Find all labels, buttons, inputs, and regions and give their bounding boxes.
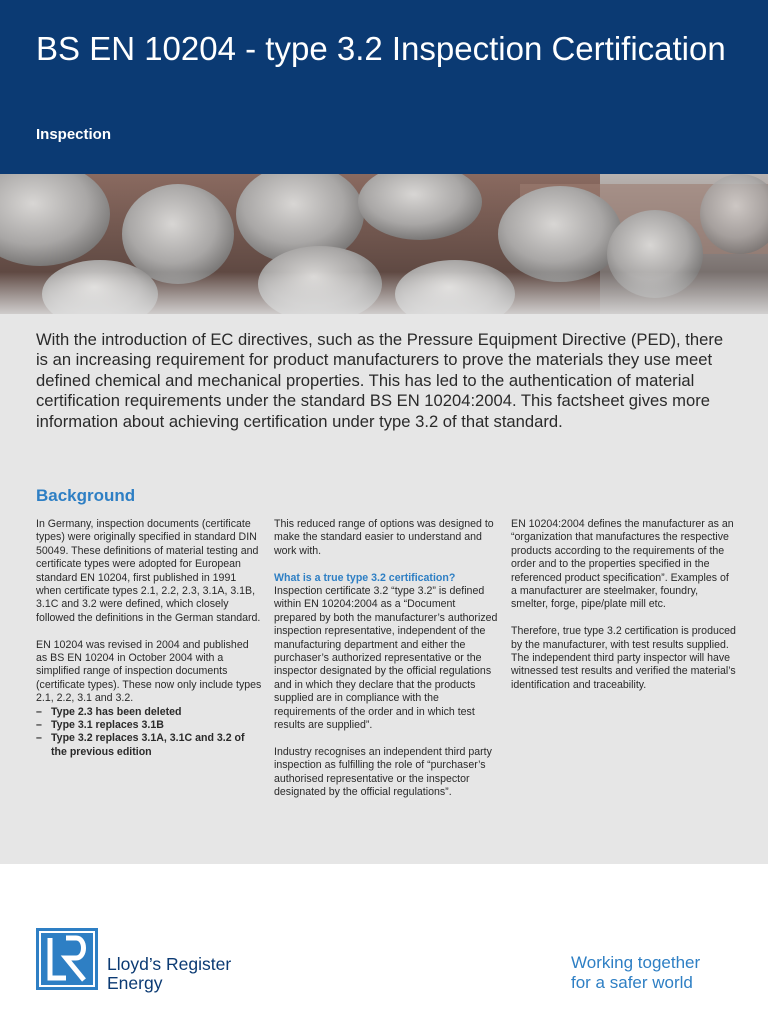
brand-name: Lloyd’s Register Energy (107, 954, 232, 993)
col1-paragraph-1: In Germany, inspection documents (certificate types) were originally specified in standard DIN 50049. These definitions of material testing and certificate types were adopted for European standard EN 10204, first published in 1991 when certificate types 2.1, 2.2, 2.3, 3.1A, 3.1B, 3.1C and 3.2 were defined, which closely followed the definitions in the German standard. (36, 518, 261, 624)
header-banner (0, 0, 768, 174)
type-32-question-heading: What is a true type 3.2 certification? (274, 571, 456, 584)
page-subtitle: Inspection (36, 126, 112, 143)
column-1 (36, 518, 262, 773)
list-item: – Type 3.1 replaces 3.1B (36, 719, 164, 732)
tagline: Working together for a safer world (571, 953, 701, 992)
footer (0, 864, 768, 1024)
col3-paragraph-1: EN 10204:2004 defines the manufacturer as an “organization that manufactures the respective products according to the requirements of the order and to the properties specified in the referenced product specification”. Examples of a manufacturer are steelmaker, foundry, smelter, forge, pipe/plate mill etc. (511, 518, 734, 611)
intro-paragraph: With the introduction of EC directives, such as the Pressure Equipment Directive (PED), there is an increasing requirement for product manufacturers to prove the materials they use meet defined chemical and mechanical properties. This has led to the authentication of material certification requirements under the standard BS EN 10204:2004. This factsheet gives more information about achieving certification under type 3.2 of that standard. (36, 330, 724, 431)
col2-paragraph-1: This reduced range of options was designed to make the standard easier to understand and work with. (274, 518, 494, 557)
list-item: – Type 2.3 has been deleted (36, 705, 182, 718)
col3-paragraph-2: Therefore, true type 3.2 certification is produced by the manufacturer, with test results supplied. The independent third party inspector will have witnessed test results and verified the material’s identification and traceability. (511, 625, 736, 691)
page-title: BS EN 10204 - type 3.2 Inspection Certification (36, 30, 726, 67)
steel-bars-illustration (0, 174, 768, 314)
certificate-changes-list (36, 706, 262, 760)
lr-logo-icon (36, 928, 98, 990)
col1-paragraph-2: EN 10204 was revised in 2004 and published as BS EN 10204 in October 2004 with a simplified range of inspection documents (certificate types). These now only include types 2.1, 2.2, 3.1 and 3.2. (36, 638, 262, 705)
column-3 (511, 518, 737, 706)
column-2 (274, 518, 500, 813)
col2-paragraph-3: Industry recognises an independent third party inspection as fulfilling the role of “purchaser’s authorised representative or the inspector designated by the official regulations”. (274, 745, 492, 799)
list-item: – Type 3.2 replaces 3.1A, 3.1C and 3.2 of the previous edition (36, 732, 245, 758)
background-heading: Background (36, 486, 136, 505)
col2-paragraph-2: Inspection certificate 3.2 “type 3.2” is defined within EN 10204:2004 as a “Document prepared by both the manufacturer’s authorized inspection representative, independent of the manufacturing department and either the purchaser’s authorized representative or the inspector designated by the official regulations and in which they declare that the products supplied are in compliance with the requirements of the order and in which test results are supplied”. (274, 585, 498, 732)
steel-bars-photo (0, 174, 768, 314)
